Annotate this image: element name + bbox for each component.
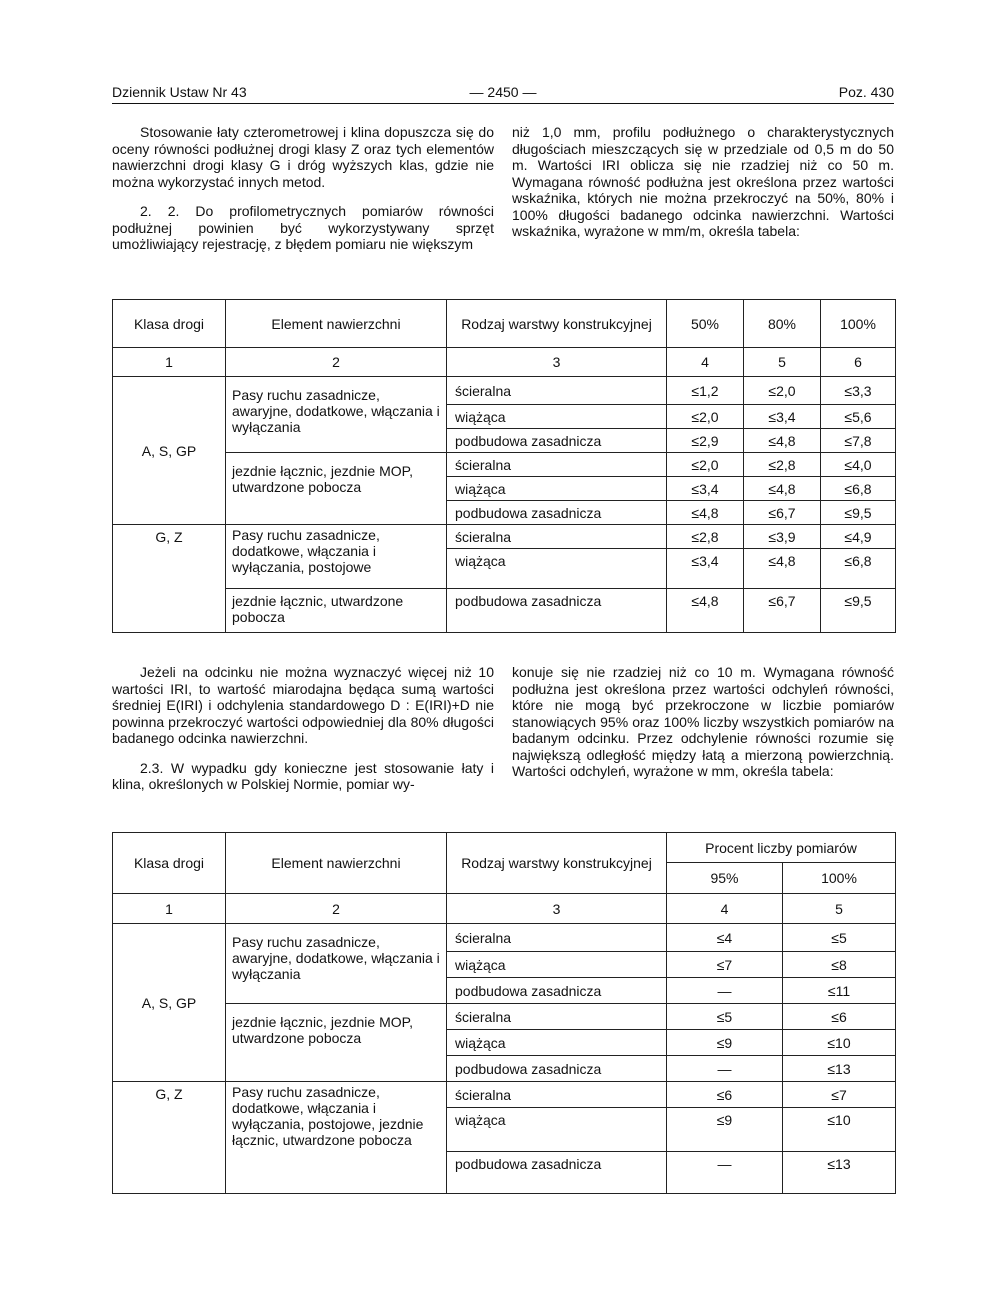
value: ≤2,0 <box>744 377 821 405</box>
table-row <box>113 377 896 405</box>
col-number: 3 <box>447 894 667 924</box>
layer-type: wiążąca <box>447 1108 667 1152</box>
value: ≤6,8 <box>821 477 896 501</box>
pavement-element: Pasy ruchu zasadnicze, dodatkowe, włączania i wyłączania, postojowe, jezdnie łącznic, utwardzone pobocza <box>226 1082 447 1194</box>
table-row <box>113 1082 896 1108</box>
road-class: G, Z <box>113 525 226 633</box>
value: ≤11 <box>783 978 896 1004</box>
road-class: A, S, GP <box>113 377 226 525</box>
value: ≤5 <box>667 1004 783 1030</box>
layer-type: ścieralna <box>447 525 667 549</box>
layer-type: wiążąca <box>447 1030 667 1056</box>
value: ≤6 <box>783 1004 896 1030</box>
col-header: Procent liczby pomiarów <box>667 833 896 863</box>
layer-type: ścieralna <box>447 377 667 405</box>
column-number-row <box>113 348 896 377</box>
value: ≤3,3 <box>821 377 896 405</box>
table-row <box>113 589 896 633</box>
value: ≤6,7 <box>744 589 821 633</box>
pavement-element: jezdnie łącznic, utwardzone pobocza <box>226 589 447 633</box>
col-header: Rodzaj warstwy konstrukcyjnej <box>447 833 667 894</box>
value: ≤2,8 <box>744 453 821 477</box>
value: ≤3,4 <box>667 477 744 501</box>
col-number: 2 <box>226 894 447 924</box>
section1-right-column <box>512 124 894 253</box>
pavement-element: Pasy ruchu zasadnicze, awaryjne, dodatkowe, włączania i wyłączania <box>226 377 447 453</box>
col-number: 3 <box>447 348 667 377</box>
col-number: 5 <box>783 894 896 924</box>
road-class: A, S, GP <box>113 924 226 1082</box>
value: — <box>667 1056 783 1082</box>
page-header <box>112 84 894 102</box>
value: ≤4 <box>667 924 783 952</box>
layer-type: ścieralna <box>447 1082 667 1108</box>
layer-type: wiążąca <box>447 477 667 501</box>
layer-type: podbudowa zasadnicza <box>447 589 667 633</box>
section2-right-column <box>512 664 894 793</box>
value: ≤9,5 <box>821 501 896 525</box>
col-number: 1 <box>113 348 226 377</box>
col-header: 100% <box>821 300 896 348</box>
col-header: Element nawierzchni <box>226 300 447 348</box>
value: — <box>667 1152 783 1194</box>
value: ≤7 <box>667 952 783 978</box>
layer-type: podbudowa zasadnicza <box>447 429 667 453</box>
value: ≤2,0 <box>667 405 744 429</box>
pavement-element: Pasy ruchu zasadnicze, awaryjne, dodatkowe, włączania i wyłączania <box>226 924 447 1004</box>
col-header: Klasa drogi <box>113 300 226 348</box>
pavement-element: Pasy ruchu zasadnicze, dodatkowe, włączania i wyłączania, postojowe <box>226 525 447 589</box>
col-number: 4 <box>667 348 744 377</box>
table-row <box>113 924 896 952</box>
value: ≤6 <box>667 1082 783 1108</box>
col-number: 4 <box>667 894 783 924</box>
col-number: 5 <box>744 348 821 377</box>
position-number: Poz. 430 <box>838 84 894 100</box>
value: ≤7,8 <box>821 429 896 453</box>
value: ≤7 <box>783 1082 896 1108</box>
evenness-index-table <box>112 299 896 633</box>
evenness-deviation-table <box>112 832 896 1194</box>
section1-left-column <box>112 124 494 266</box>
layer-type: wiążąca <box>447 549 667 589</box>
value: ≤3,4 <box>744 405 821 429</box>
paragraph: 2. 2. Do profilometrycznych pomiarów równości podłużnej powinien być wykorzystywany sprzęt umożliwiający rejestrację, z błędem pomiaru nie większym <box>112 203 494 252</box>
paragraph: Stosowanie łaty czterometrowej i klina dopuszcza się do oceny równości podłużnej drogi klasy Z oraz tych elementów nawierzchni drogi klasy G i dróg wyższych klas, gdzie nie można wykorzystać innych metod. <box>112 124 494 190</box>
paragraph: niż 1,0 mm, profilu podłużnego o charakterystycznych długościach mieszczących się w przedziale od 0,5 m do 50 m. Wartości IRI oblicza się nie rzadziej niż co 50 m. Wymagana równość podłużna jest określona przez wartości wskaźnika, których nie można przekroczyć na 50%, 80% i 100% długości badanego odcinka nawierzchni. Wartości wskaźnika, wyrażone w mm/m, określa tabela: <box>512 124 894 239</box>
layer-type: ścieralna <box>447 1004 667 1030</box>
col-header: 50% <box>667 300 744 348</box>
col-number: 1 <box>113 894 226 924</box>
value: ≤6,8 <box>821 549 896 589</box>
col-header: 100% <box>783 863 896 894</box>
paragraph: Jeżeli na odcinku nie można wyznaczyć więcej niż 10 wartości IRI, to wartość miarodajna będąca sumą wartości średniej E(IRI) i odchylenia standardowego D : E(IRI)+D nie powinna przekroczyć wartości odpowiedniej dla 80% długości badanego odcinka nawierzchni. <box>112 664 494 746</box>
road-class: G, Z <box>113 1082 226 1194</box>
value: ≤4,9 <box>821 525 896 549</box>
value: ≤8 <box>783 952 896 978</box>
value: ≤4,8 <box>744 477 821 501</box>
table-row <box>113 453 896 477</box>
col-header: Rodzaj warstwy konstrukcyjnej <box>447 300 667 348</box>
paragraph: 2.3. W wypadku gdy konieczne jest stosowanie łaty i klina, określonych w Polskiej Normie, pomiar wy- <box>112 759 494 792</box>
col-header: Klasa drogi <box>113 833 226 894</box>
value: ≤10 <box>783 1108 896 1152</box>
col-header: Element nawierzchni <box>226 833 447 894</box>
col-number: 6 <box>821 348 896 377</box>
layer-type: ścieralna <box>447 453 667 477</box>
value: ≤4,8 <box>667 501 744 525</box>
layer-type: ścieralna <box>447 924 667 952</box>
value: ≤4,8 <box>744 429 821 453</box>
value: ≤5,6 <box>821 405 896 429</box>
value: ≤2,8 <box>667 525 744 549</box>
value: ≤9 <box>667 1030 783 1056</box>
table-row <box>113 525 896 549</box>
layer-type: podbudowa zasadnicza <box>447 978 667 1004</box>
col-header: 80% <box>744 300 821 348</box>
value: ≤5 <box>783 924 896 952</box>
layer-type: podbudowa zasadnicza <box>447 1152 667 1194</box>
value: ≤6,7 <box>744 501 821 525</box>
value: ≤4,8 <box>744 549 821 589</box>
layer-type: wiążąca <box>447 405 667 429</box>
layer-type: podbudowa zasadnicza <box>447 1056 667 1082</box>
page-number: — 2450 — <box>469 84 537 100</box>
value: ≤9,5 <box>821 589 896 633</box>
value: ≤4,0 <box>821 453 896 477</box>
paragraph: konuje się nie rzadziej niż co 10 m. Wymagana równość podłużna jest określona przez wartości odchyleń równości, które nie mogą być przekroczone w liczbie pomiarów stanowiących 95% oraz 100% liczby wszystkich pomiarów na badanym odcinku. Przez odchylenie równości rozumie się największą odległość między łatą a mierzoną powierzchnią. Wartości odchyleń, wyrażone w mm, określa tabela: <box>512 664 894 779</box>
col-number: 2 <box>226 348 447 377</box>
col-header: 95% <box>667 863 783 894</box>
value: ≤2,0 <box>667 453 744 477</box>
header-rule <box>112 103 894 104</box>
value: ≤10 <box>783 1030 896 1056</box>
pavement-element: jezdnie łącznic, jezdnie MOP, utwardzone pobocza <box>226 1004 447 1082</box>
layer-type: wiążąca <box>447 952 667 978</box>
value: ≤9 <box>667 1108 783 1152</box>
value: ≤1,2 <box>667 377 744 405</box>
table-row <box>113 1004 896 1030</box>
journal-title: Dziennik Ustaw Nr 43 <box>112 84 247 100</box>
pavement-element: jezdnie łącznic, jezdnie MOP, utwardzone pobocza <box>226 453 447 525</box>
column-number-row <box>113 894 896 924</box>
layer-type: podbudowa zasadnicza <box>447 501 667 525</box>
value: ≤13 <box>783 1056 896 1082</box>
value: ≤13 <box>783 1152 896 1194</box>
value: ≤2,9 <box>667 429 744 453</box>
value: — <box>667 978 783 1004</box>
section2-left-column <box>112 664 494 806</box>
value: ≤3,4 <box>667 549 744 589</box>
value: ≤3,9 <box>744 525 821 549</box>
value: ≤4,8 <box>667 589 744 633</box>
